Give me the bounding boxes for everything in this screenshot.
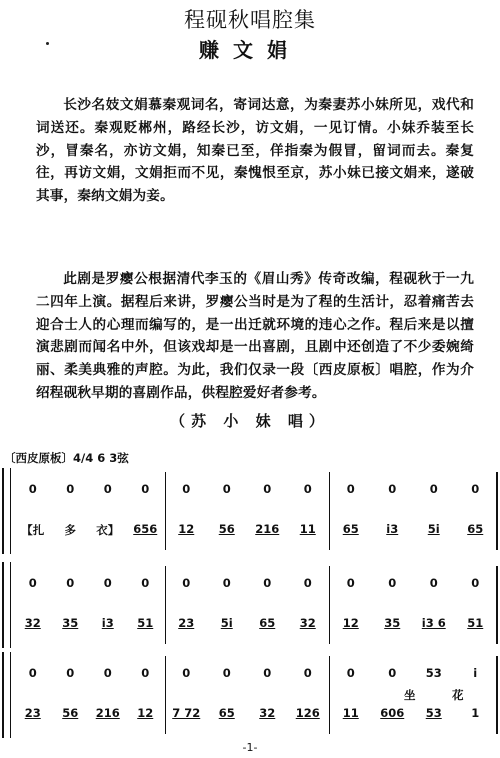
note-beat: 12 [137, 706, 154, 720]
note-beat: 606 [380, 706, 405, 720]
accompaniment-row [0, 482, 500, 498]
lyric-char: 花 [452, 688, 464, 702]
note-beat: 56 [218, 522, 235, 536]
note-beat: 0 [263, 482, 272, 496]
score-system [0, 652, 500, 744]
note-beat: 0 [346, 482, 355, 496]
note-beat: 0 [471, 576, 480, 590]
note-beat: 51 [467, 616, 484, 630]
tempo-marking: 〔西皮原板〕4/4 6 3弦 [4, 451, 129, 465]
melody-row [0, 616, 500, 632]
note-beat: 0 [303, 482, 312, 496]
note-beat: 0 [28, 482, 37, 496]
system-bracket [2, 652, 4, 738]
note-beat: 23 [24, 706, 41, 720]
note-beat: 216 [95, 706, 120, 720]
note-beat: 0 [141, 482, 150, 496]
singer-label: （苏 小 妹 唱） [170, 412, 330, 430]
note-beat: 0 [429, 576, 438, 590]
note-beat: 5i [220, 616, 233, 630]
accompaniment-row [0, 576, 500, 592]
note-beat: 32 [259, 706, 276, 720]
note-beat: 7 72 [172, 706, 201, 720]
melody-row [0, 522, 500, 538]
note-beat: 0 [28, 666, 37, 680]
system-bracket [2, 468, 4, 554]
intro-paragraph-1: 长沙名妓文娟慕秦观词名，寄词达意，为秦妻苏小妹所见，戏代和词送还。秦观贬郴州，路经长沙，访文娟，一见订情。小妹乔装至长沙，冒秦名，亦访文娟，知秦已至，佯指秦为假冒，留词而去。秦复往，再访文娟，文娟拒而不见，秦愧恨至京，苏小妹已接文娟来，遂破其事，秦纳文娟为妾。 [36, 97, 474, 205]
note-beat: 65 [259, 616, 276, 630]
note-beat: 0 [471, 482, 480, 496]
note-beat: 0 [388, 576, 397, 590]
note-beat: 12 [178, 522, 195, 536]
note-beat: 11 [299, 522, 316, 536]
system-bracket [2, 562, 4, 648]
system-bracket-inner [10, 652, 11, 738]
note-beat: 0 [303, 576, 312, 590]
note-beat: 0 [388, 482, 397, 496]
note-beat: 0 [103, 666, 112, 680]
note-beat: 0 [66, 666, 75, 680]
note-beat: 0 [346, 666, 355, 680]
note-beat: 0 [429, 482, 438, 496]
note-beat: 0 [103, 482, 112, 496]
lyric-char: 坐 [404, 688, 416, 702]
note-beat: 0 [66, 576, 75, 590]
note-beat: 65 [218, 706, 235, 720]
note-beat: 126 [295, 706, 320, 720]
note-beat: 51 [137, 616, 154, 630]
accompaniment-row [0, 666, 500, 682]
note-beat: 0 [182, 482, 191, 496]
note-beat: 656 [133, 522, 158, 536]
note-beat: 0 [263, 576, 272, 590]
note-beat: 0 [141, 666, 150, 680]
note-beat: 53 [425, 666, 442, 680]
note-beat: 0 [222, 482, 231, 496]
note-beat: i3 [386, 522, 399, 536]
note-beat: 0 [182, 576, 191, 590]
note-beat: 65 [467, 522, 484, 536]
note-beat: 0 [303, 666, 312, 680]
note-beat: 12 [342, 616, 359, 630]
note-beat: 0 [103, 576, 112, 590]
note-beat: i3 [101, 616, 114, 630]
note-beat: 23 [178, 616, 195, 630]
note-beat: i3 6 [421, 616, 446, 630]
melody-row [0, 706, 500, 722]
opera-title: 赚文娟 [199, 38, 301, 62]
note-beat: 11 [342, 706, 359, 720]
page-title: 程砚秋唱腔集 [184, 8, 316, 32]
note-beat: 【扎 [21, 523, 45, 537]
note-beat: 0 [222, 666, 231, 680]
score-system [0, 562, 500, 654]
note-beat: 65 [342, 522, 359, 536]
system-bracket-inner [10, 562, 11, 648]
note-beat: 衣】 [96, 523, 120, 537]
intro-paragraph-2: 此剧是罗瘿公根据清代李玉的《眉山秀》传奇改编，程砚秋于一九二四年上演。据程后来讲，罗瘿公当时是为了程的生活计，忍着痛苦去迎合士人的心理而编写的，是一出迁就环境的违心之作。程后来是以擅演悲剧而闻名中外，但该戏却是一出喜剧，且剧中还创造了不少委婉绮丽、柔美典雅的声腔。为此，我们仅录一段〔西皮原板〕唱腔，作为介绍程砚秋早期的喜剧作品，供程腔爱好者参考。 [36, 271, 474, 401]
note-beat: 0 [388, 666, 397, 680]
score-system [0, 468, 500, 560]
note-beat: 32 [299, 616, 316, 630]
note-beat: 1 [471, 706, 480, 720]
note-beat: 0 [28, 576, 37, 590]
note-beat: 0 [141, 576, 150, 590]
page-number: -1- [242, 741, 258, 754]
dot-mark [46, 42, 49, 45]
note-beat: 0 [222, 576, 231, 590]
note-beat: 35 [62, 616, 79, 630]
note-beat: 多 [64, 523, 76, 537]
note-beat: 32 [24, 616, 41, 630]
system-bracket-inner [10, 468, 11, 554]
note-beat: 0 [263, 666, 272, 680]
note-beat: 0 [66, 482, 75, 496]
note-beat: 0 [182, 666, 191, 680]
note-beat: 56 [62, 706, 79, 720]
note-beat: 5i [427, 522, 440, 536]
note-beat: 0 [346, 576, 355, 590]
note-beat: 35 [384, 616, 401, 630]
note-beat: i [473, 666, 478, 680]
note-beat: 53 [425, 706, 442, 720]
note-beat: 216 [255, 522, 280, 536]
